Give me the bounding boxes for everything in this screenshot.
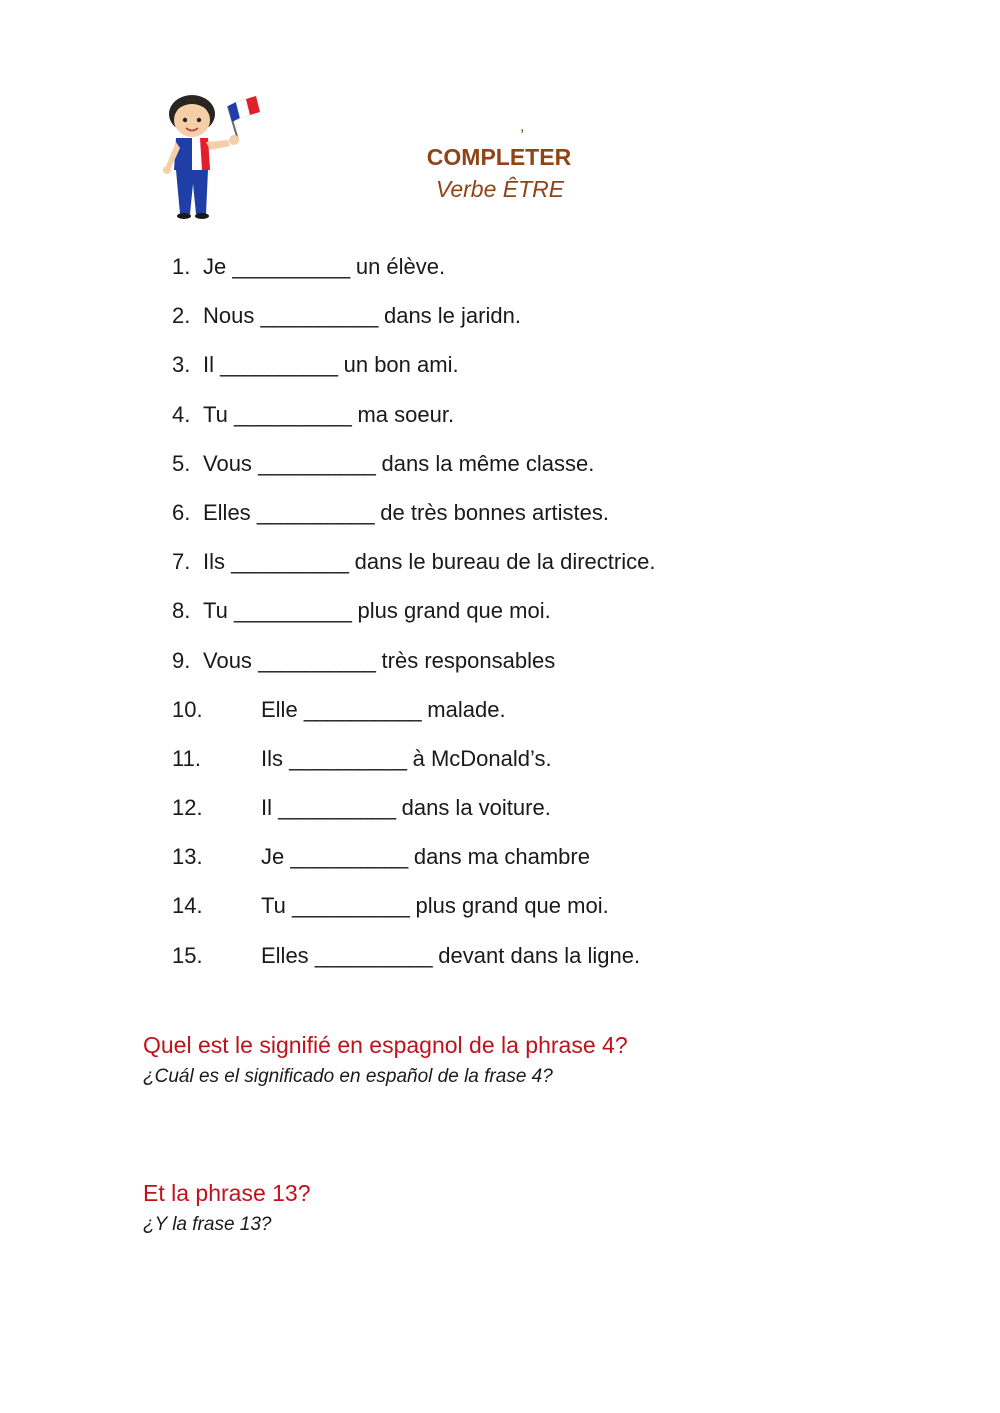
item-number: 4.	[172, 401, 191, 427]
item-blank[interactable]: __________	[291, 893, 410, 919]
item-number: 5.	[172, 450, 191, 476]
item-blank[interactable]: __________	[303, 696, 422, 722]
question-phrase-4: Quel est le signifié en espagnol de la phrase 4?	[143, 1032, 628, 1058]
item-subject: Elle	[261, 696, 298, 722]
item-blank[interactable]: __________	[278, 795, 396, 821]
exercise-list	[172, 250, 655, 988]
item-blank[interactable]: __________	[289, 745, 407, 771]
item-rest: de très bonnes artistes.	[380, 499, 609, 525]
item-subject: Tu	[203, 401, 228, 427]
exercise-item	[172, 348, 655, 397]
exercise-item	[172, 250, 655, 299]
item-rest: plus grand que moi.	[357, 598, 551, 624]
exercise-item	[172, 742, 655, 791]
item-subject: Je	[203, 254, 233, 279]
item-blank[interactable]: __________	[232, 254, 350, 279]
exercise-item	[172, 840, 655, 889]
item-subject: Nous	[203, 303, 255, 329]
item-rest: malade.	[427, 696, 506, 722]
item-rest: très responsables	[381, 647, 556, 673]
item-rest: un élève.	[355, 254, 446, 279]
item-rest: dans la même classe.	[381, 450, 595, 476]
item-rest: à McDonald’s.	[412, 745, 552, 771]
item-number: 2.	[172, 303, 191, 329]
item-number: 7.	[172, 549, 191, 575]
worksheet-subtitle: Verbe ÊTRE	[435, 176, 565, 202]
item-number: 3.	[172, 352, 191, 378]
worksheet-title: COMPLETER	[426, 144, 572, 170]
exercise-item	[172, 939, 655, 988]
item-number: 14.	[172, 893, 203, 919]
item-blank[interactable]: __________	[220, 352, 338, 378]
item-subject: Ils	[261, 745, 283, 771]
item-rest: dans ma chambre	[413, 844, 590, 870]
item-number: 9.	[172, 647, 191, 673]
item-rest: plus grand que moi.	[415, 893, 609, 919]
item-rest: ma soeur.	[357, 401, 455, 427]
item-number: 15.	[172, 942, 203, 968]
exercise-item	[172, 398, 655, 447]
item-blank[interactable]: __________	[256, 499, 375, 525]
item-rest: un bon ami.	[343, 352, 459, 378]
exercise-item	[172, 693, 655, 742]
exercise-item	[172, 496, 655, 545]
item-rest: dans le bureau de la directrice.	[354, 549, 656, 575]
item-blank[interactable]: __________	[233, 401, 352, 427]
item-blank[interactable]: __________	[290, 844, 408, 870]
item-rest: devant dans la ligne.	[438, 942, 641, 968]
item-number: 6.	[172, 499, 191, 525]
item-blank[interactable]: __________	[233, 598, 352, 624]
exercise-item	[172, 545, 655, 594]
item-number: 13.	[172, 844, 203, 870]
item-subject: Elles	[203, 499, 251, 525]
item-subject: Tu	[261, 893, 286, 919]
item-subject: Il	[261, 795, 272, 821]
item-blank[interactable]: __________	[260, 303, 378, 329]
exercise-item	[172, 299, 655, 348]
item-subject: Elles	[261, 942, 309, 968]
question-phrase-13: Et la phrase 13?	[143, 1180, 311, 1206]
exercise-item	[172, 644, 655, 693]
item-rest: dans le jaridn.	[383, 303, 521, 329]
question-phrase-4-spanish: ¿Cuál es el significado en español de la frase 4?	[143, 1066, 553, 1087]
item-subject: Je	[261, 844, 285, 870]
item-number: 1.	[172, 254, 191, 279]
item-subject: Il	[203, 352, 214, 378]
item-number: 8.	[172, 598, 191, 624]
title-accent-mark: ,	[520, 118, 525, 135]
item-subject: Vous	[203, 647, 252, 673]
item-blank[interactable]: __________	[258, 647, 376, 673]
question-phrase-13-spanish: ¿Y la frase 13?	[143, 1214, 272, 1235]
exercise-item	[172, 594, 655, 643]
item-number: 12.	[172, 795, 203, 821]
item-subject: Vous	[203, 450, 252, 476]
item-number: 10.	[172, 696, 203, 722]
item-subject: Ils	[203, 549, 225, 575]
item-number: 11.	[172, 745, 201, 771]
item-blank[interactable]: __________	[258, 450, 376, 476]
item-subject: Tu	[203, 598, 228, 624]
item-blank[interactable]: __________	[231, 549, 349, 575]
exercise-item	[172, 791, 655, 840]
item-rest: dans la voiture.	[401, 795, 551, 821]
item-blank[interactable]: __________	[314, 942, 433, 968]
french-flag-icon	[228, 96, 260, 140]
exercise-item	[172, 447, 655, 496]
exercise-item	[172, 889, 655, 938]
